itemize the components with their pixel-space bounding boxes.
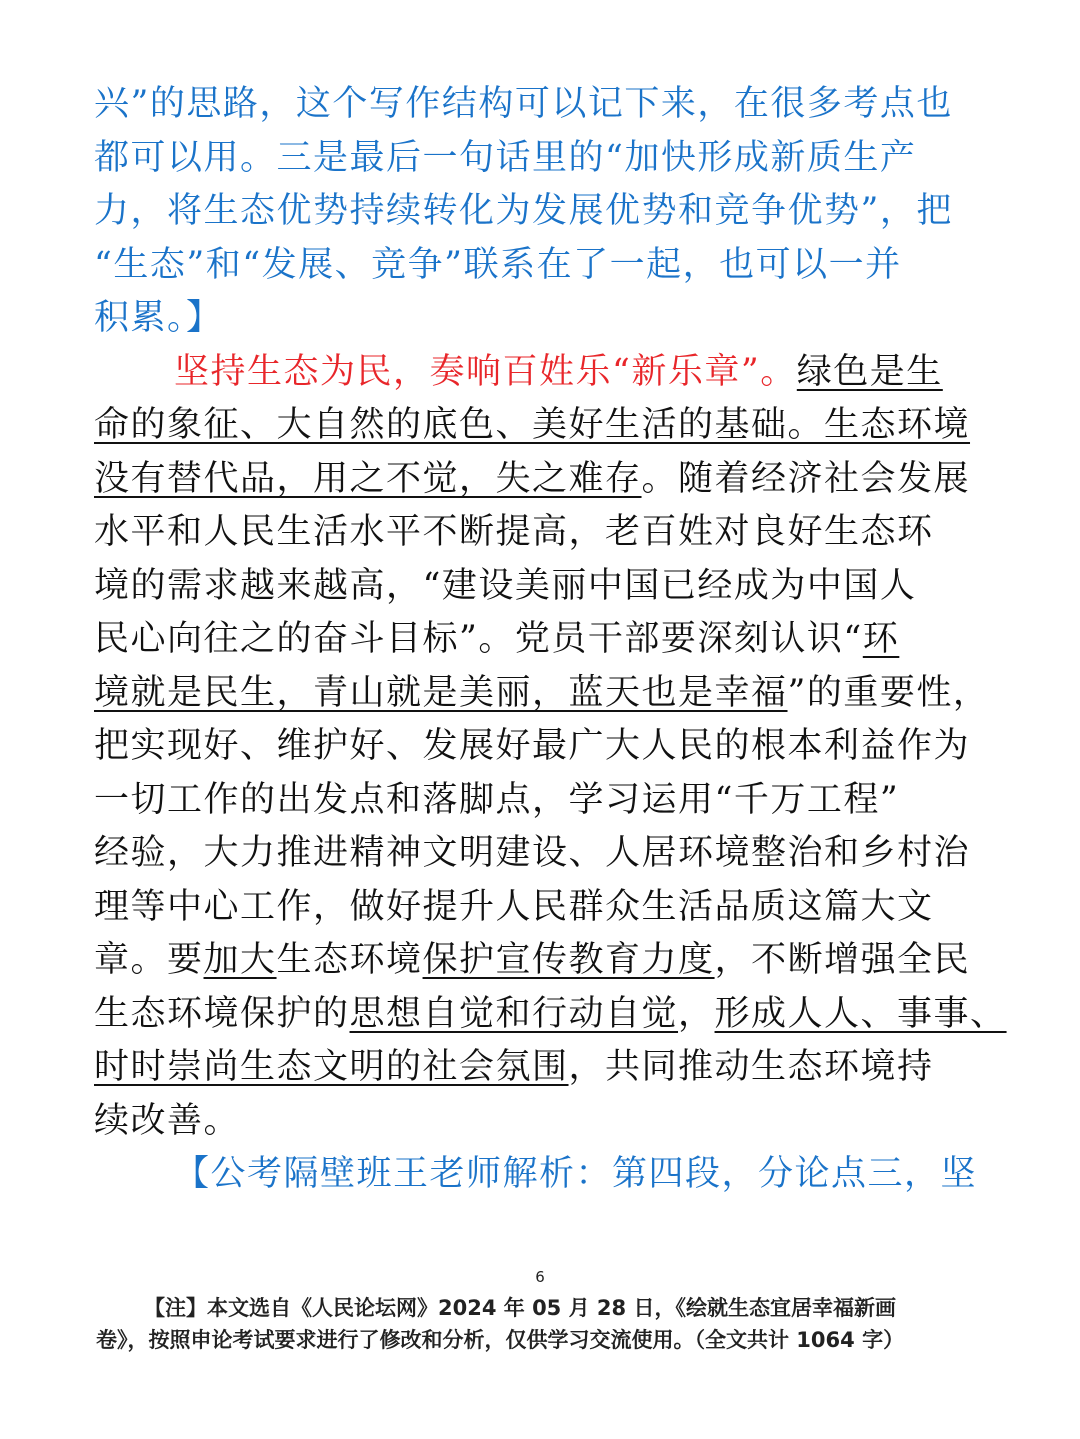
underlined-text: 境就是民生，青山就是美丽，蓝天也是幸福 xyxy=(94,672,788,713)
analysis-line: “生态”和“发展、竞争”联系在了一起，也可以一并 xyxy=(94,244,902,285)
underlined-text: 环 xyxy=(862,619,900,659)
paragraph-line: 境的需求越来越高，“建设美丽中国已经成为中国人 xyxy=(94,565,917,606)
analysis-heading: 【公考隔壁班王老师解析：第四段，分论点三，坚 xyxy=(174,1154,978,1194)
underlined-text: 绿色是生 xyxy=(796,351,943,392)
body-text-run: 。随着经济社会发展 xyxy=(641,458,971,499)
underlined-text: 没有替代品，用之不觉，失之难存 xyxy=(94,458,642,499)
paragraph-heading: 坚持生态为民，奏响百姓乐“新乐章”。 xyxy=(174,351,797,392)
paragraph-line: 一切工作的出发点和落脚点，学习运用“千万工程” xyxy=(94,779,900,820)
paragraph-line xyxy=(94,346,994,400)
underlined-text: 加大 xyxy=(203,940,277,980)
paragraph-line xyxy=(94,613,994,667)
paragraph-line: 理等中心工作，做好提升人民群众生活品质这篇大文 xyxy=(94,886,934,927)
underlined-text: 时时崇尚生态文明的社会氛围 xyxy=(94,1047,569,1087)
paragraph-line xyxy=(94,667,994,721)
paragraph-line xyxy=(94,988,1007,1042)
footnote xyxy=(96,1292,996,1356)
paragraph-line xyxy=(94,934,994,988)
body-text-run: 生态环境保护的 xyxy=(94,993,350,1034)
paragraph-line: 把实现好、维护好、发展好最广大人民的根本利益作为 xyxy=(94,726,971,766)
paragraph-line xyxy=(94,453,994,507)
body-text xyxy=(94,78,1007,1202)
paragraph-line: 水平和人民生活水平不断提高，老百姓对良好生态环 xyxy=(94,512,934,552)
underlined-text: 命的象征、大自然的底色、美好生活的基础。生态环境 xyxy=(94,405,971,445)
body-text-run: 章。要 xyxy=(94,940,204,980)
analysis-line: 积累。】 xyxy=(94,298,223,338)
footnote-line: 卷》，按照申论考试要求进行了修改和分析，仅供学习交流使用。（全文共计 1064 字） xyxy=(96,1328,905,1352)
body-text-run: ， xyxy=(678,993,715,1034)
body-text-run: 生态环境 xyxy=(276,940,423,980)
footnote-line: 【注】本文选自《人民论坛网》2024 年 05 月 28 日，《绘就生态宜居幸福新画 xyxy=(144,1296,896,1320)
paragraph-line xyxy=(94,1041,994,1095)
paragraph-line xyxy=(94,399,994,453)
underlined-text: 思想自觉和行动自觉 xyxy=(349,993,679,1034)
body-text-run: ”的重要性， xyxy=(787,672,990,713)
body-text-run: ，共同推动生态环境持 xyxy=(568,1047,934,1087)
analysis-line: 力，将生态优势持续转化为发展优势和竞争优势”，把 xyxy=(94,191,953,231)
body-text-run: ，不断增强全民 xyxy=(714,940,971,980)
analysis-line: 兴”的思路，这个写作结构可以记下来，在很多考点也 xyxy=(94,84,953,124)
page-number: 6 xyxy=(535,1268,545,1286)
underlined-text: 形成人人、事事、 xyxy=(714,993,1007,1034)
paragraph-line: 续改善。 xyxy=(94,1100,241,1141)
analysis-line: 都可以用。三是最后一句话里的“加快形成新质生产 xyxy=(94,137,917,178)
body-text-run: 民心向往之的奋斗目标”。党员干部要深刻认识“ xyxy=(94,619,863,659)
paragraph-line: 经验，大力推进精神文明建设、人居环境整治和乡村治 xyxy=(94,833,971,873)
underlined-text: 保护宣传教育力度 xyxy=(422,940,715,980)
